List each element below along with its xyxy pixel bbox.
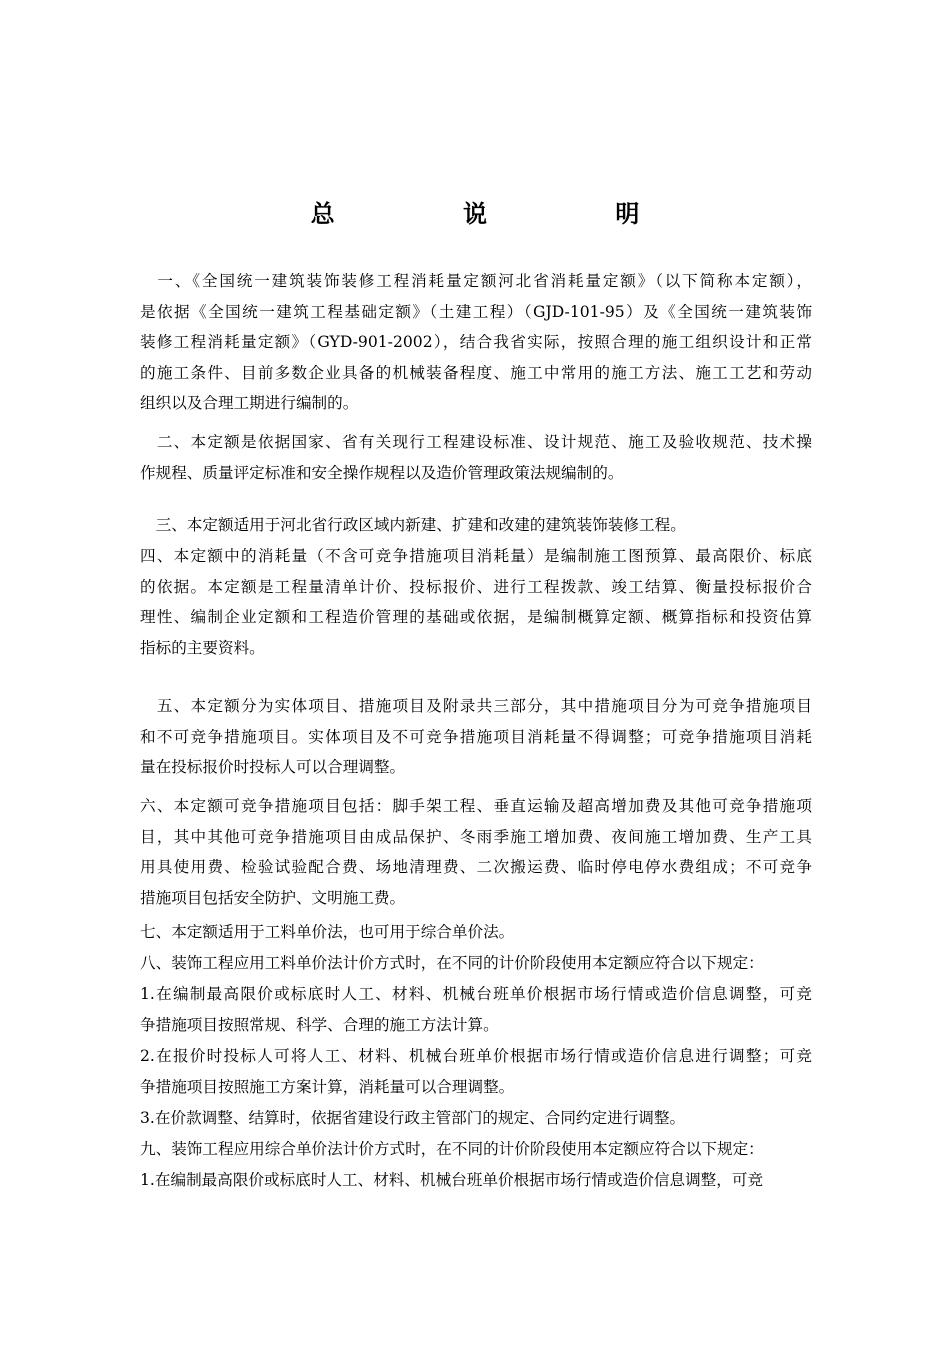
- paragraph-line: 2.在报价时投标人可将人工、材料、机械台班单价根据市场行情或造价信息进行调整；可竞: [140, 1047, 812, 1065]
- paragraph-line: 八、装饰工程应用工料单价法计价方式时，在不同的计价阶段使用本定额应符合以下规定：: [140, 954, 764, 972]
- paragraph: [140, 1165, 812, 1196]
- paragraph-line: 六、本定额可竞争措施项目包括：脚手架工程、垂直运输及超高增加费及其他可竞争措施项: [140, 797, 812, 815]
- paragraph-line: 的施工条件、目前多数企业具备的机械装备程度、施工中常用的施工方法、施工工艺和劳动: [140, 363, 812, 382]
- paragraph-line: 1.在编制最高限价或标底时人工、材料、机械台班单价根据市场行情或造价信息调整，可竞: [140, 985, 812, 1003]
- paragraph-line: 争措施项目按照常规、科学、合理的施工方法计算。: [140, 1015, 499, 1034]
- paragraph: [140, 1134, 812, 1165]
- paragraph-line: 和不可竞争措施项目。实体项目及不可竞争措施项目消耗量不得调整；可竞争措施项目消耗: [140, 727, 812, 746]
- paragraph: [140, 948, 812, 979]
- paragraph-line: 四、本定额中的消耗量（不含可竞争措施项目消耗量）是编制施工图预算、最高限价、标底: [140, 547, 812, 565]
- paragraph: [140, 266, 812, 419]
- paragraph-line: 装修工程消耗量定额》（GYD-901-2002），结合我省实际，按照合理的施工组织设计和正常: [140, 333, 812, 351]
- paragraph-line: 三、本定额适用于河北省行政区域内新建、扩建和改建的建筑装饰装修工程。: [140, 516, 686, 534]
- paragraph-line: 是依据《全国统一建筑工程基础定额》（土建工程）（GJD-101-95）及《全国统一建筑装饰: [140, 302, 812, 321]
- paragraph: [140, 1103, 812, 1134]
- paragraph-line: 九、装饰工程应用综合单价法计价方式时，在不同的计价阶段使用本定额应符合以下规定：: [140, 1140, 764, 1158]
- paragraph-line: 3.在价款调整、结算时，依据省建设行政主管部门的规定、合同约定进行调整。: [140, 1109, 686, 1127]
- paragraph: [140, 541, 812, 663]
- paragraph-line: 理性、编制企业定额和工程造价管理的基础或依据，是编制概算定额、概算指标和投资估算: [140, 608, 812, 626]
- paragraph: [140, 791, 812, 913]
- paragraph-line: 的依据。本定额是工程量清单计价、投标报价、进行工程拨款、竣工结算、衡量投标报价合: [140, 577, 812, 596]
- paragraph: [140, 691, 812, 783]
- paragraph: [140, 979, 812, 1040]
- paragraph: [140, 510, 812, 541]
- paragraph-line: 五、本定额分为实体项目、措施项目及附录共三部分，其中措施项目分为可竞争措施项目: [140, 697, 812, 715]
- paragraph: [140, 1041, 812, 1102]
- paragraph-line: 组织以及合理工期进行编制的。: [140, 394, 359, 412]
- page-title: 总 说 明: [310, 199, 700, 228]
- paragraph: [140, 917, 812, 948]
- paragraph-line: 指标的主要资料。: [140, 638, 265, 657]
- paragraph: [140, 427, 812, 488]
- paragraph-line: 作规程、质量评定标准和安全操作规程以及造价管理政策法规编制的。: [140, 463, 624, 482]
- paragraph-line: 一、《全国统一建筑装饰装修工程消耗量定额河北省消耗量定额》（以下简称本定额），: [140, 272, 812, 290]
- paragraph-line: 二、本定额是依据国家、省有关现行工程建设标准、设计规范、施工及验收规范、技术操: [140, 433, 812, 451]
- paragraph-line: 七、本定额适用于工料单价法，也可用于综合单价法。: [140, 923, 515, 941]
- paragraph-line: 争措施项目按照施工方案计算，消耗量可以合理调整。: [140, 1077, 515, 1096]
- paragraph-line: 1.在编制最高限价或标底时人工、材料、机械台班单价根据市场行情或造价信息调整，可竞: [140, 1171, 764, 1189]
- paragraph-line: 目，其中其他可竞争措施项目由成品保护、冬雨季施工增加费、夜间施工增加费、生产工具: [140, 827, 812, 846]
- paragraph-line: 用具使用费、检验试验配合费、场地清理费、二次搬运费、临时停电停水费组成；不可竞争: [140, 858, 812, 876]
- paragraph-line: 量在投标报价时投标人可以合理调整。: [140, 758, 406, 776]
- paragraph-line: 措施项目包括安全防护、文明施工费。: [140, 888, 406, 907]
